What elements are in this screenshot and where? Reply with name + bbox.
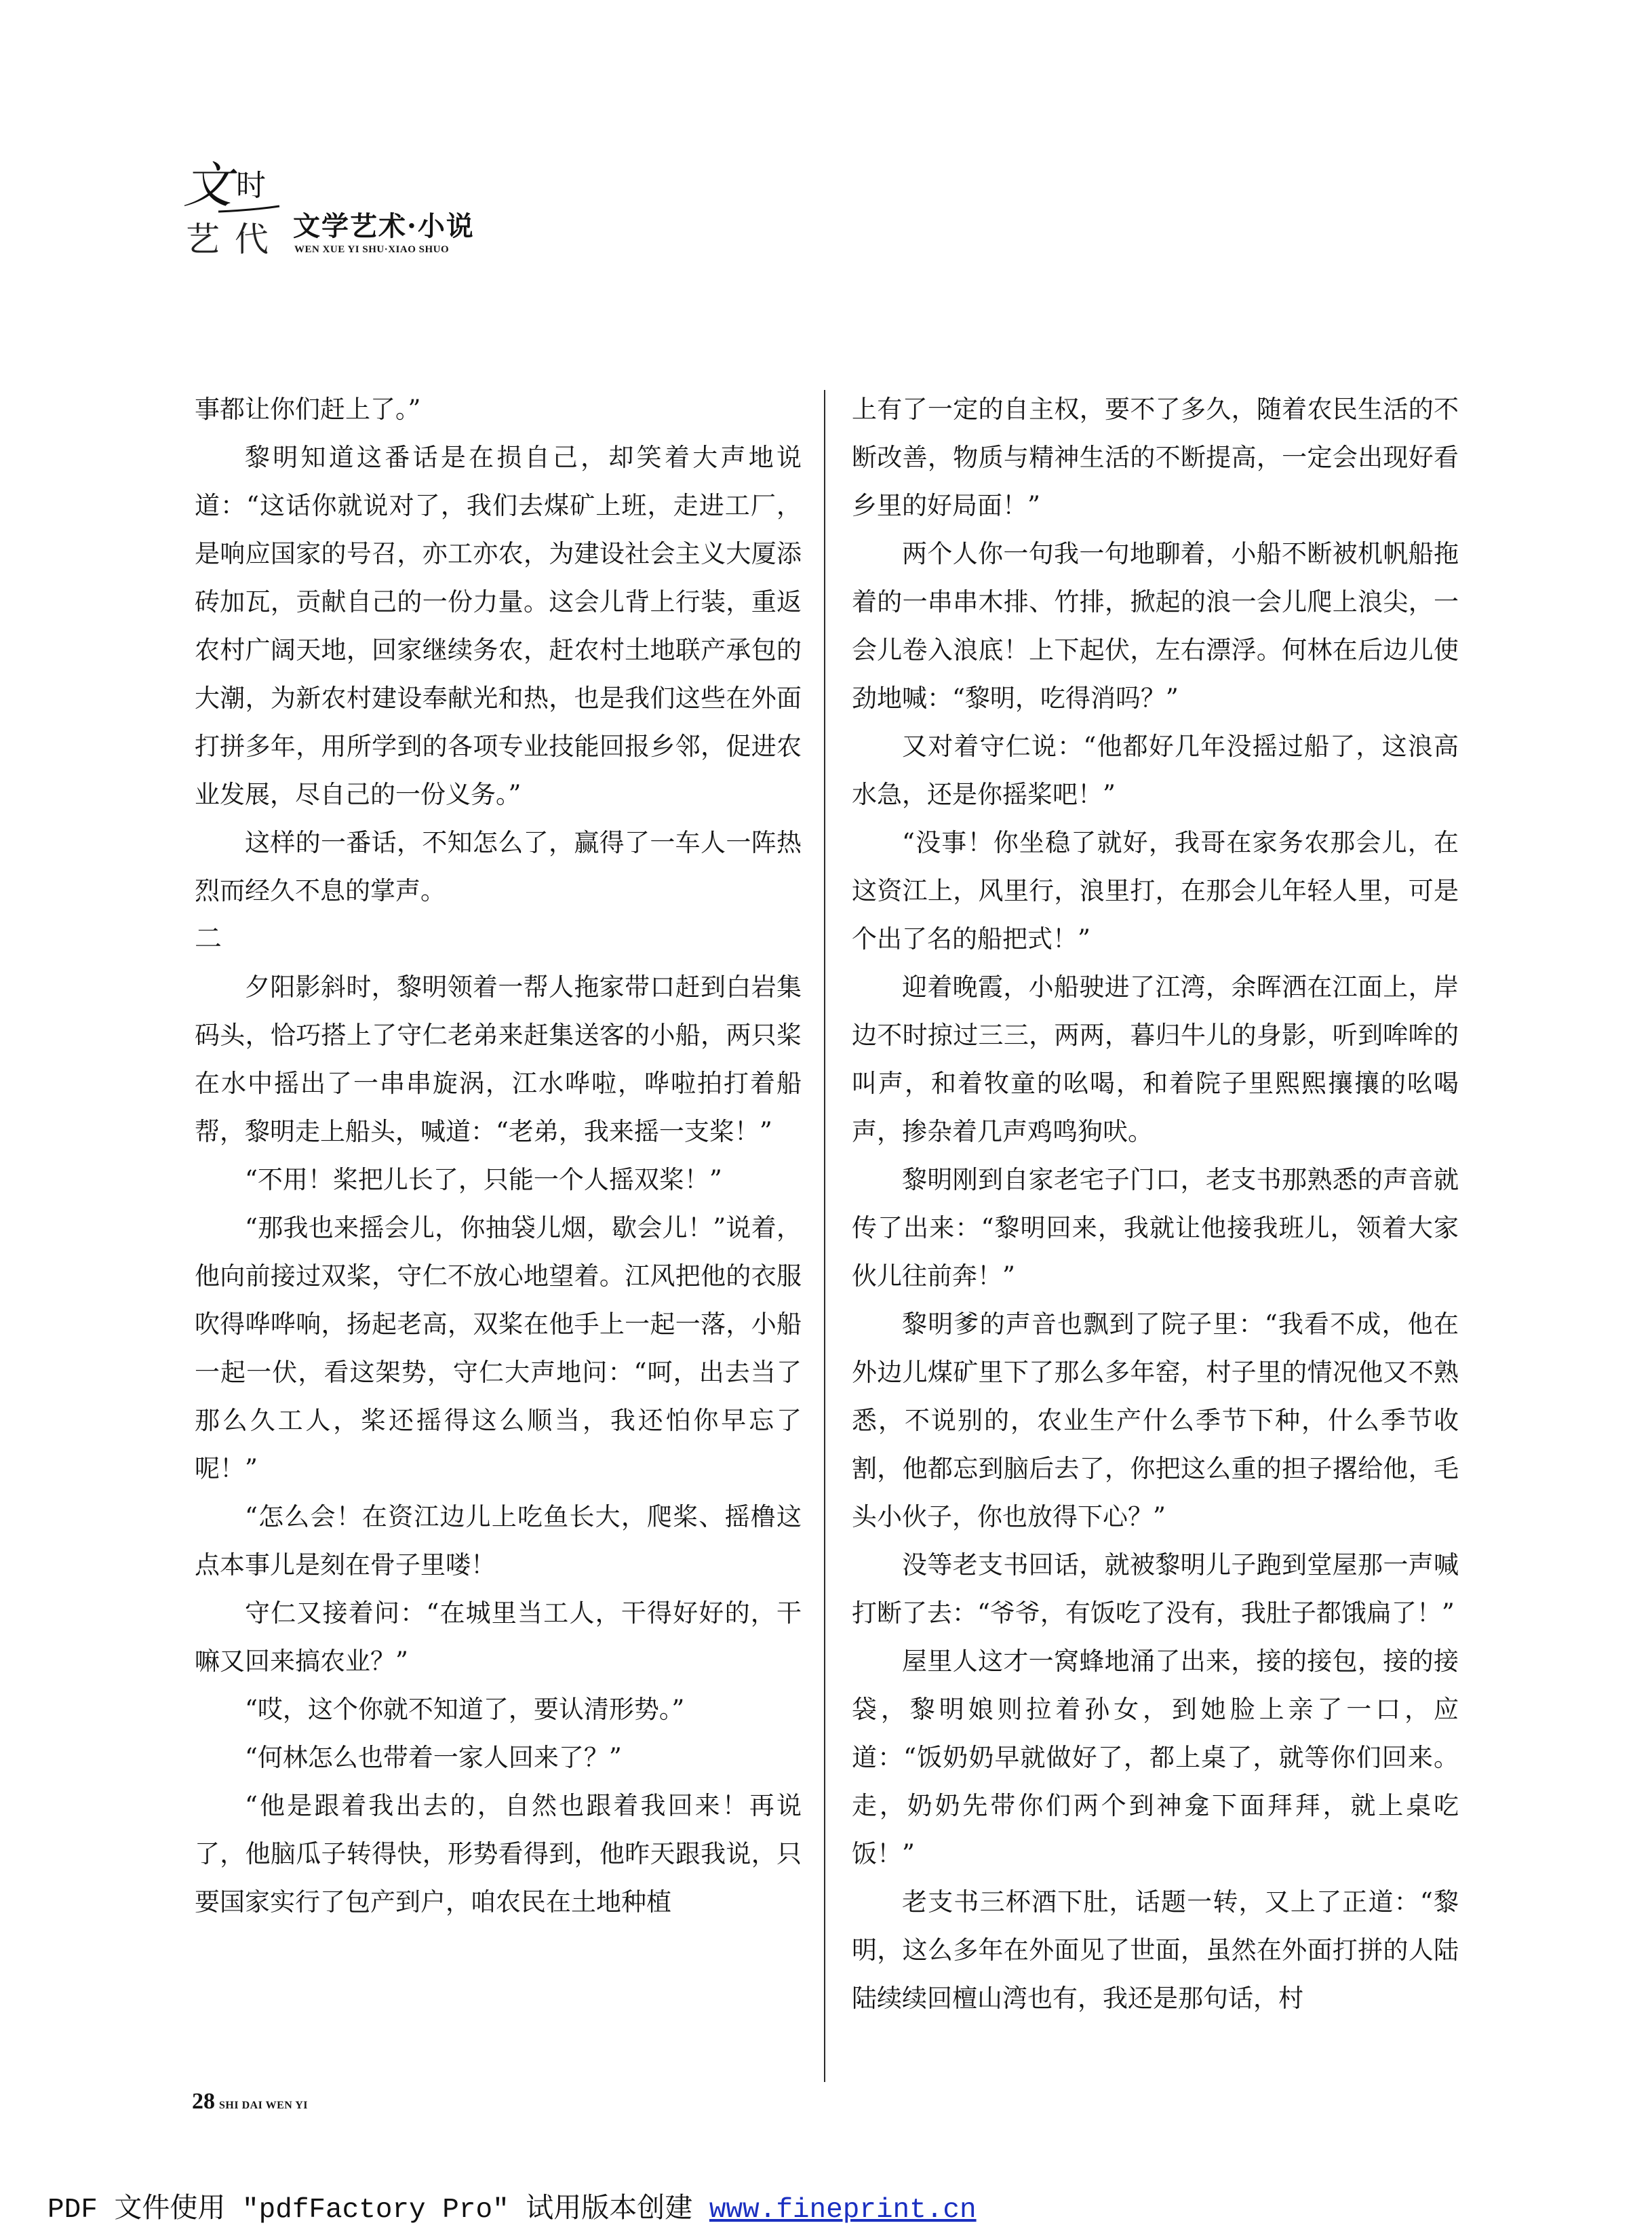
journal-logo xyxy=(178,157,286,259)
paragraph: 屋里人这才一窝蜂地涌了出来，接的接包，接的接袋，黎明娘则拉着孙女，到她脸上亲了一口，应道：“饭奶奶早就做好了，都上桌了，就等你们回来。走，奶奶先带你们两个到神龛下面拜拜，就上桌吃饭！” xyxy=(852,1647,1459,1868)
logo-char-shi: 时 xyxy=(236,168,266,203)
paragraph: 事都让你们赶上了。” xyxy=(195,395,421,424)
section-number: 二 xyxy=(195,923,222,954)
paragraph: 上有了一定的自主权，要不了多久，随着农民生活的不断改善，物质与精神生活的不断提高，一定会出现好看乡里的好局面！” xyxy=(852,395,1459,520)
section-pinyin: WEN XUE YI SHU·XIAO SHUO xyxy=(294,244,450,255)
paragraph: 夕阳影斜时，黎明领着一帮人拖家带口赶到白岩集码头，恰巧搭上了守仁老弟来赶集送客的小船，两只桨在水中摇出了一串串旋涡，江水哗啦，哗啦拍打着船帮，黎明走上船头，喊道：“老弟，我来摇一支桨！” xyxy=(195,973,802,1146)
left-column xyxy=(195,385,802,1926)
masthead xyxy=(178,157,585,273)
paragraph: “何林怎么也带着一家人回来了？” xyxy=(245,1743,622,1772)
paragraph: 两个人你一句我一句地聊着，小船不断被机帆船拖着的一串串木排、竹排，掀起的浪一会儿爬上浪尖，一会儿卷入浪底！上下起伏，左右漂浮。何林在后边儿使劲地喊：“黎明，吃得消吗？” xyxy=(852,539,1459,713)
paragraph: “怎么会！在资江边儿上吃鱼长大，爬桨、摇橹这点本事儿是刻在骨子里喽！ xyxy=(195,1502,802,1579)
paragraph: 黎明知道这番话是在损自己，却笑着大声地说道：“这话你就说对了，我们去煤矿上班，走进工厂，是响应国家的号召，亦工亦农，为建设社会主义大厦添砖加瓦，贡献自己的一份力量。这会儿背上行装，重返农村广阔天地，回家继续务农，赶农村土地联产承包的大潮，为新农村建设奉献光和热，也是我们这些在外面打拼多年，用所学到的各项专业技能回报乡邻，促进农业发展，尽自己的一份义务。” xyxy=(195,443,802,809)
paragraph: “没事！你坐稳了就好，我哥在家务农那会儿，在这资江上，风里行，浪里打，在那会儿年轻人里，可是个出了名的船把式！” xyxy=(852,828,1459,954)
paragraph: 迎着晚霞，小船驶进了江湾，余晖洒在江面上，岸边不时掠过三三，两两，暮归牛儿的身影，听到哞哞的叫声，和着牧童的吆喝，和着院子里熙熙攘攘的吆喝声，掺杂着几声鸡鸣狗吠。 xyxy=(852,973,1459,1146)
paragraph: “那我也来摇会儿，你抽袋儿烟，歇会儿！”说着，他向前接过双桨，守仁不放心地望着。江风把他的衣服吹得哗哗响，扬起老高，双桨在他手上一起一落，小船一起一伏，看这架势，守仁大声地问：“呵，出去当了那么久工人，桨还摇得这么顺当，我还怕你早忘了呢！” xyxy=(195,1213,802,1483)
pdf-notice: PDF 文件使用 "pdfFactory Pro" 试用版本创建 xyxy=(47,2195,709,2226)
right-column xyxy=(852,385,1459,2022)
paragraph: 又对着守仁说：“他都好几年没摇过船了，这浪高水急，还是你摇桨吧！” xyxy=(852,732,1459,809)
paragraph: 这样的一番话，不知怎么了，赢得了一车人一阵热烈而经久不息的掌声。 xyxy=(195,828,802,905)
section-title: 文学艺术·小说 xyxy=(293,210,475,242)
journal-name: SHI DAI WEN YI xyxy=(219,2100,309,2111)
paragraph: “不用！桨把儿长了，只能一个人摇双桨！” xyxy=(245,1165,722,1194)
paragraph: 黎明爹的声音也飘到了院子里：“我看不成，他在外边儿煤矿里下了那么多年窑，村子里的情况他又不熟悉，不说别的，农业生产什么季节下种，什么季节收割，他都忘到脑后去了，你把这么重的担子撂给他，毛头小伙子，你也放得下心？” xyxy=(852,1310,1459,1531)
fineprint-link[interactable]: www.fineprint.cn xyxy=(709,2195,977,2226)
logo-char-wen: 文 xyxy=(183,157,233,214)
page-number: 28 xyxy=(192,2089,215,2114)
pdf-watermark-line xyxy=(47,2185,977,2226)
paragraph: 黎明刚到自家老宅子门口，老支书那熟悉的声音就传了出来：“黎明回来，我就让他接我班儿，领着大家伙儿往前奔！” xyxy=(852,1165,1459,1291)
column-divider xyxy=(824,390,825,2082)
paragraph: 老支书三杯酒下肚，话题一转，又上了正道：“黎明，这么多年在外面见了世面，虽然在外面打拼的人陆陆续续回檀山湾也有，我还是那句话，村 xyxy=(852,1887,1459,2013)
paragraph: 没等老支书回话，就被黎明儿子跑到堂屋那一声喊打断了去：“爷爷，有饭吃了没有，我肚子都饿扁了！” xyxy=(852,1550,1459,1628)
paragraph: “哎，这个你就不知道了，要认清形势。” xyxy=(245,1695,685,1724)
logo-char-dai: 代 xyxy=(235,220,269,259)
paragraph: “他是跟着我出去的，自然也跟着我回来！再说了，他脑瓜子转得快，形势看得到，他昨天跟我说，只要国家实行了包产到户，咱农民在土地种植 xyxy=(195,1791,802,1917)
page-footer xyxy=(192,2089,308,2115)
paragraph: 守仁又接着问：“在城里当工人，干得好好的，干嘛又回来搞农业？” xyxy=(195,1598,802,1676)
logo-char-yi: 艺 xyxy=(186,220,220,259)
